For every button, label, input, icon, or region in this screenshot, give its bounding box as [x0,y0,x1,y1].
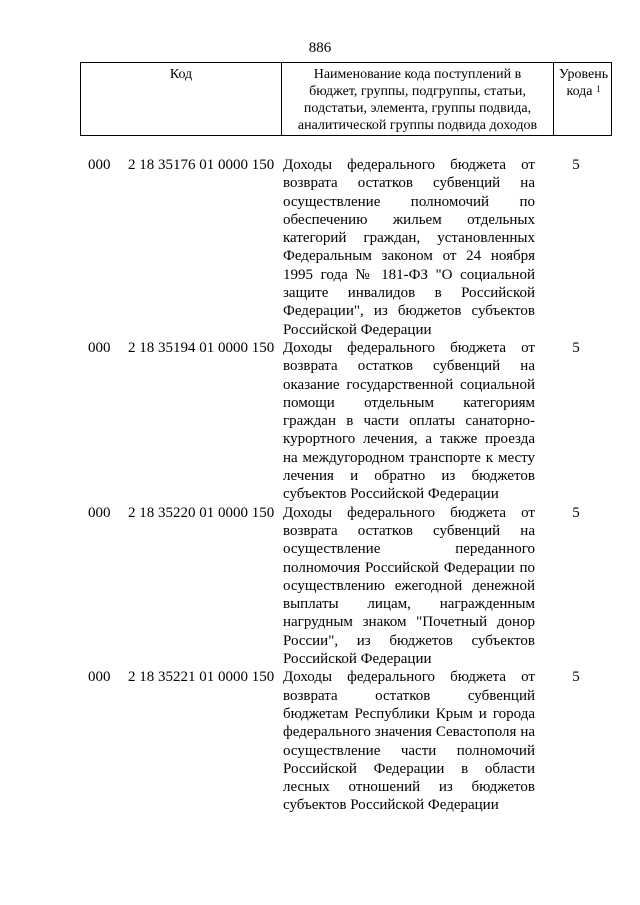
income-description: Доходы федерального бюджета от возврата остатков субвенций на осуществление полномочий по обеспечению жильем отдельных категорий граждан, установленных Федеральным законом от 24 ноября 1995 года № 181-ФЗ "О социальной защите инвалидов в Российской Федерации", из бюджетов субъектов Российской Федерации [283,157,535,338]
admin-code: 000 [88,504,111,521]
page-number: 886 [308,40,332,56]
income-code: 2 18 35194 01 0000 150 [128,339,275,356]
income-code: 2 18 35221 01 0000 150 [128,669,275,686]
income-description: Доходы федерального бюджета от возврата остатков субвенций на осуществление переданного полномочия Российской Федерации по осуществлению ежегодной денежной выплаты лицам, награжденным нагрудным знаком "Почетный донор России", из бюджетов субъектов Российской Федерации [283,504,535,668]
code-level: 5 [572,157,580,173]
table-header [80,62,612,136]
income-description: Доходы федерального бюджета от возврата остатков субвенций на оказание государственной социальной помощи отдельным категориям граждан в части оплаты санаторно-курортного лечения, а также проезда на междугородном транспорте к месту лечения и обратно из бюджетов субъектов Российской Федерации [283,339,535,503]
table-row [0,156,640,339]
code-level: 5 [572,669,580,686]
admin-code: 000 [88,339,111,356]
code-level: 5 [572,504,580,521]
admin-code: 000 [88,669,111,686]
header-name: Наименование кода поступлений в бюджет, группы, подгруппы, статьи, подстатьи, элемента, группы подвида, аналитической группы подвида доходов [281,63,553,135]
admin-code: 000 [88,157,111,173]
income-description: Доходы федерального бюджета от возврата остатков субвенций бюджетам Республики Крым и города федерального значения Севастополя на осуществление части полномочий Российской Федерации в области лесных отношений из бюджетов субъектов Российской Федерации [283,669,535,814]
income-code: 2 18 35220 01 0000 150 [128,504,275,521]
table-row [0,504,640,669]
header-level-label: Уровень кода [558,67,609,99]
header-level-footnote: 1 [596,84,601,94]
table-body [0,156,640,815]
table-row [0,668,640,814]
table-row [0,339,640,504]
header-code: Код [169,67,193,82]
code-level: 5 [572,339,580,356]
header-level [553,63,613,135]
income-code: 2 18 35176 01 0000 150 [128,157,275,173]
